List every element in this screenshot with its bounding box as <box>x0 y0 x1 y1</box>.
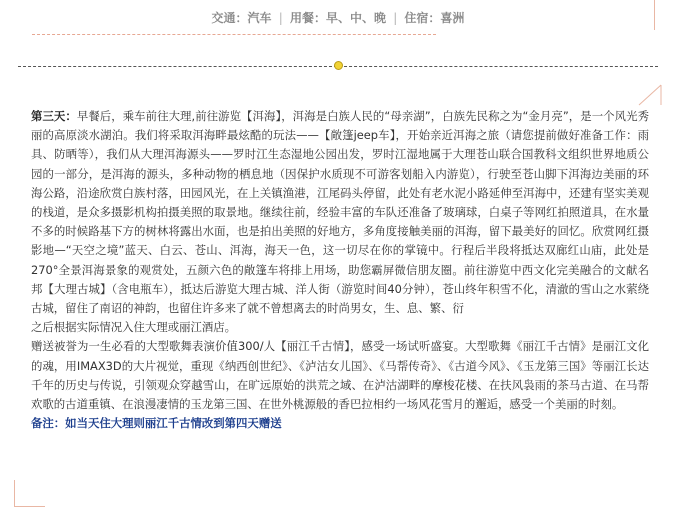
paragraph-hotel: 之后根据实际情况入住大理或丽江酒店。 <box>31 320 237 335</box>
lodging-info: 住宿：喜洲 <box>404 11 465 25</box>
paragraph-text: 早餐后，乘车前往大理,前往游览【洱海】，洱海是白族人民的“母亲湖”，白族先民称之为“金月亮”，是一个风光秀丽的高原淡水湖泊。我们将采取洱海畔最炫酷的玩法——【敞篷jeep车】，开始亲近洱海之旅（请您提前做好准备工作：雨具、防晒等），我们从大理洱海源头——罗时江生态湿地公园出发，罗时江湿地属于大理苍山联合国教科文组织世界地质公园的一部分，是洱海的源头，多种动物的栖息地（因保护水质现不可游客划船入内游览），行驶至苍山脚下洱海边美丽的环海公路，沿途欣赏白族村落，田园风光，在上关镇渔港，江尾码头停留，此处有老水泥小路延伸至洱海中，还建有坚实美观的栈道，是众多摄影机构拍摄美照的取景地。继续往前，经验丰富的车队还准备了玻璃球，白桌子等网红拍照道具，在水量不多的时候路基下方的树林将露出水面，也是拍出美照的好地方，多角度接触美丽的洱海，留下最美好的回忆。欣赏网红摄影地—“天空之境”蓝天、白云、苍山、洱海，海天一色，这一切尽在你的掌镜中。行程后半段将抵达双廊红山庙，此处是270°全景洱海景象的观赏处，五颜六色的敞篷车将排上用场，助您霸屏微信朋友圈。前往游览中西文化完美融合的文献名邦【大理古城】（含电瓶车），抵达后游览大理古城、洋人街（游览时间40分钟），苍山终年积雪不化，清澈的雪山之水萦绕古城，留住了南诏的神韵，也留住许多来了就不曾想离去的时尚男女，生、息、繁、衍 <box>31 109 649 316</box>
separator: | <box>393 11 398 25</box>
day-three-content <box>31 107 649 433</box>
decorative-dashed-line <box>32 34 436 35</box>
paragraph-show: 赠送被誉为一生必看的大型歌舞表演价值300/人【丽江千古情】，感受一场试听盛宴。大型歌舞《丽江千古情》是丽江文化的魂，用IMAX3D的大片视觉，重现《纳西创世纪》、《泸沽女儿国》、《马帮传奇》、《古道今风》、《玉龙第三国》等丽江长达千年的历史与传说，引领观众穿越雪山，在旷远原始的洪荒之域、在泸沽湖畔的摩梭花楼、在扶风袅雨的茶马古道、在马帮欢歌的古道重镇、在浪漫凄情的玉龙第三国、在世外桃源般的香巴拉相约一场风花雪月的邂逅，感受一个美丽的时刻。 <box>31 339 649 412</box>
note-text: 备注：如当天住大理则丽江千古情改到第四天赠送 <box>31 416 282 431</box>
day-label: 第三天： <box>31 109 77 123</box>
separator: | <box>278 11 283 25</box>
header-box <box>22 0 655 30</box>
meal-info: 用餐：早、中、晚 <box>289 11 386 25</box>
corner-bracket <box>14 480 45 507</box>
paragraph-intro <box>31 107 649 318</box>
corner-arrow-icon <box>638 84 662 106</box>
itinerary-summary <box>22 9 654 26</box>
transport-info: 交通：汽车 <box>211 11 272 25</box>
divider-dot <box>334 61 343 70</box>
